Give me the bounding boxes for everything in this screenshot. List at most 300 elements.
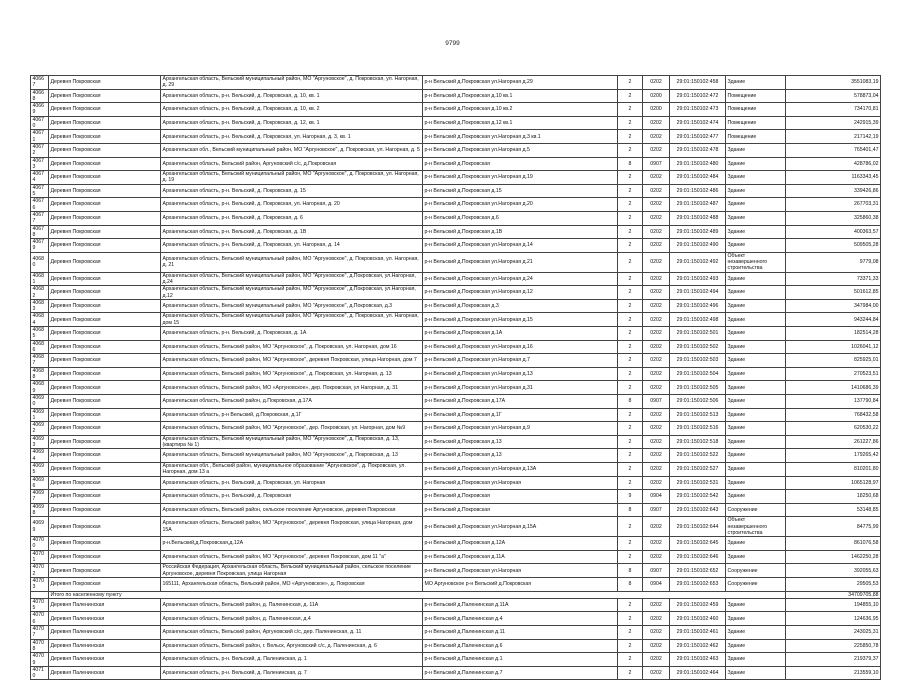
settlement-name: Деревня Паленинская [49,639,161,653]
group-number: 2 [618,354,643,368]
type-code: 0907 [643,503,670,517]
full-address: Архангельская область, Вельский муниципальный район, МО "Аргуновское", д. Покровская, ул. Нагорная, д. 19 [161,171,423,185]
type-code: 0202 [643,239,670,253]
short-address: р-н Вельский д.Покровская д.15 [423,184,618,198]
table-row [31,313,881,327]
cadastral-value: 217142,19 [786,130,881,144]
full-address: Архангельская область, р-н. Вельский, д. Покровская, ул. Нагорная, д. 14 [161,239,423,253]
type-code: 0202 [643,143,670,157]
object-type: Здание [726,381,786,395]
group-number: 2 [618,326,643,340]
row-id: 40690 [31,394,49,408]
group-number: 2 [618,517,643,537]
short-address: р-н Вельский д.Покровская ул.Нагорная д.24 [423,272,618,286]
cadastral-value: 213559,10 [786,666,881,680]
group-number: 2 [618,598,643,612]
table-row [31,503,881,517]
group-number: 2 [618,381,643,395]
object-type: Здание [726,612,786,626]
cadastral-number: 29:01:150102:502 [670,340,726,354]
cadastral-value: 1026041,12 [786,340,881,354]
short-address: р-н Вельский д.Покровская д.11А [423,550,618,564]
type-code: 0202 [643,612,670,626]
settlement-name: Деревня Покровская [49,422,161,436]
type-code: 0202 [643,449,670,463]
full-address: Архангельская область, Вельский район, МО "Аргуновское", деревня Покровская, улица Нагорная, дом 15А [161,517,423,537]
table-row [31,381,881,395]
row-id: 40696 [31,476,49,490]
group-number: 2 [618,130,643,144]
table-row [31,626,881,640]
object-type: Здание [726,422,786,436]
table-row [31,103,881,117]
cadastral-number: 29:01:150102:461 [670,626,726,640]
group-number: 2 [618,211,643,225]
row-id: 40672 [31,143,49,157]
settlement-name: Деревня Покровская [49,239,161,253]
settlement-name: Деревня Паленинская [49,598,161,612]
settlement-name: Деревня Покровская [49,503,161,517]
row-id: 40703 [31,577,49,591]
row-id: 40698 [31,503,49,517]
full-address: Архангельская область, р-н. Вельский, д. Покровская, д. 15 [161,184,423,198]
object-type: Объект незавершенного строительства [726,252,786,272]
full-address: Архангельская область, Вельский муниципальный район, МО "Аргуновское", д. Покровская, д. 13 [161,449,423,463]
group-number: 2 [618,449,643,463]
settlement-name: Деревня Покровская [49,143,161,157]
table-row [31,449,881,463]
row-id: 40691 [31,408,49,422]
group-number: 2 [618,367,643,381]
object-type: Здание [726,476,786,490]
property-register-table [30,75,881,680]
row-id: 40669 [31,103,49,117]
type-code: 0202 [643,130,670,144]
cadastral-value: 53148,85 [786,503,881,517]
table-row [31,340,881,354]
cadastral-value: 267703,31 [786,198,881,212]
short-address: р-н Вельский д.Покровская д.13 [423,449,618,463]
full-address: Архангельская область, Вельский район, МО "Аргуновское", д. Покровская, ул. Нагорная, д. 13 [161,367,423,381]
short-address: р-н Вельский д.Паленинская д.6 [423,639,618,653]
group-number: 2 [618,171,643,185]
table-row [31,211,881,225]
short-address: р-н Вельский д.Покровская [423,157,618,171]
full-address: Архангельская область, Вельский район, МО "Аргуновское", деревня Покровская, дом 11 "а" [161,550,423,564]
table-row [31,476,881,490]
total-label: Итого по населенному пункту [49,591,786,598]
group-number: 2 [618,184,643,198]
table-row [31,225,881,239]
cadastral-number: 29:01:150102:498 [670,313,726,327]
cadastral-value: 124636,95 [786,612,881,626]
type-code: 0202 [643,76,670,90]
row-id: 40668 [31,89,49,103]
cadastral-value: 861076,58 [786,537,881,551]
full-address: Архангельская область, Вельский муниципальный район, МО "Аргуновское", д. Покровская, ул. Нагорная, дом 15 [161,313,423,327]
type-code: 0202 [643,422,670,436]
settlement-name: Деревня Покровская [49,89,161,103]
group-number: 2 [618,143,643,157]
cadastral-number: 29:01:150102:489 [670,225,726,239]
full-address: Архангельская область, р-н. Вельский, д. Покровская, ул. Нагорная, д. 3, кв. 1 [161,130,423,144]
cadastral-value: 1462250,28 [786,550,881,564]
page-number: 9799 [445,40,460,47]
settlement-name: Деревня Покровская [49,252,161,272]
cadastral-number: 29:01:150102:645 [670,537,726,551]
cadastral-number: 29:01:150102:506 [670,394,726,408]
cadastral-number: 29:01:150102:643 [670,503,726,517]
object-type: Сооружение [726,564,786,578]
table-row [31,462,881,476]
table-row [31,435,881,449]
object-type: Помещение [726,116,786,130]
cadastral-value: 182514,28 [786,326,881,340]
type-code: 0202 [643,381,670,395]
type-code: 0202 [643,313,670,327]
settlement-name: Деревня Покровская [49,76,161,90]
table-row [31,239,881,253]
full-address: Архангельская область, р-н. Вельский, д. Покровская, д. 12, кв. 1 [161,116,423,130]
group-number: 8 [618,577,643,591]
full-address: Архангельская область, р-н. Вельский, д. Покровская, д. 6 [161,211,423,225]
cadastral-value: 270523,51 [786,367,881,381]
table-row [31,408,881,422]
object-type: Здание [726,435,786,449]
settlement-name: Деревня Покровская [49,462,161,476]
type-code: 0904 [643,577,670,591]
cadastral-value: 9779,08 [786,252,881,272]
type-code: 0907 [643,394,670,408]
settlement-name: Деревня Покровская [49,103,161,117]
group-number: 2 [618,252,643,272]
type-code: 0202 [643,639,670,653]
object-type: Здание [726,653,786,667]
type-code: 0202 [643,211,670,225]
settlement-name: Деревня Паленинская [49,626,161,640]
cadastral-number: 29:01:150102:462 [670,639,726,653]
short-address: р-н Вельский д.Покровская д.6 [423,211,618,225]
short-address: р-н Вельский д.Покровская д.3 [423,299,618,313]
settlement-name: Деревня Покровская [49,326,161,340]
settlement-name: Деревня Покровская [49,517,161,537]
object-type: Здание [726,76,786,90]
short-address: р-н Вельский д.Покровская [423,503,618,517]
cadastral-number: 29:01:150102:646 [670,550,726,564]
table-row [31,272,881,286]
cadastral-value: 768432,58 [786,408,881,422]
object-type: Здание [726,198,786,212]
settlement-name: Деревня Покровская [49,299,161,313]
cadastral-number: 29:01:150102:480 [670,157,726,171]
type-code: 0202 [643,272,670,286]
object-type: Здание [726,225,786,239]
short-address: р-н Вельский д.Покровская д.13 [423,435,618,449]
object-type: Здание [726,598,786,612]
object-type: Здание [726,490,786,504]
type-code: 0202 [643,225,670,239]
group-number: 2 [618,626,643,640]
type-code: 0202 [643,653,670,667]
cadastral-number: 29:01:150102:478 [670,143,726,157]
object-type: Помещение [726,130,786,144]
short-address: р-н Вельский д.Паленинская д.11 [423,626,618,640]
cadastral-number: 29:01:150102:644 [670,517,726,537]
full-address: Архангельская область, Вельский район, МО «Аргуновское», дер. Покровская, ул Нагорная, д. 31 [161,381,423,395]
full-address: Архангельская область, р-н. Вельский, д. Покровская, д. 1А [161,326,423,340]
short-address: р-н Вельский д.Покровская д.12А [423,537,618,551]
group-number: 2 [618,76,643,90]
row-id: 40679 [31,239,49,253]
object-type: Здание [726,143,786,157]
cadastral-value: 428786,02 [786,157,881,171]
type-code: 0202 [643,517,670,537]
table-row [31,537,881,551]
table-row [31,157,881,171]
cadastral-value: 347984,00 [786,299,881,313]
table-row [31,564,881,578]
full-address: Архангельская область, Вельский район, д.Покровская, д.17А [161,394,423,408]
type-code: 0202 [643,367,670,381]
cadastral-number: 29:01:150102:652 [670,564,726,578]
settlement-name: Деревня Покровская [49,564,161,578]
type-code: 0202 [643,476,670,490]
group-number: 2 [618,299,643,313]
cadastral-number: 29:01:150102:463 [670,653,726,667]
full-address: Архангельская область, Вельский район, д. Паленинская, д.4 [161,612,423,626]
short-address: р-н Вельский д.Покровская ул.Нагорная д.15А [423,517,618,537]
group-number: 2 [618,653,643,667]
cadastral-value: 578873,04 [786,89,881,103]
short-address: р-н Вельский д.Покровская д.1Г [423,408,618,422]
row-id: 40667 [31,76,49,90]
cadastral-number: 29:01:150102:531 [670,476,726,490]
row-id: 40677 [31,211,49,225]
settlement-name: Деревня Покровская [49,157,161,171]
short-address: р-н Вельский д.Покровская ул.Нагорная д.5 [423,143,618,157]
table-row [31,76,881,90]
settlement-name: Деревня Покровская [49,537,161,551]
type-code: 0202 [643,537,670,551]
settlement-name: Деревня Покровская [49,184,161,198]
type-code: 0202 [643,340,670,354]
settlement-name: Деревня Покровская [49,408,161,422]
group-number: 8 [618,157,643,171]
full-address: Архангельская область, р-н Вельский, д.Покровская, д.1Г [161,408,423,422]
row-id: 40709 [31,653,49,667]
row-id: 40693 [31,435,49,449]
settlement-name: Деревня Покровская [49,225,161,239]
object-type: Здание [726,340,786,354]
full-address: Архангельская область, Вельский район, МО "Аргуновское", д. Покровская, ул. Нагорная, дом 16 [161,340,423,354]
cadastral-number: 29:01:150102:474 [670,116,726,130]
cadastral-number: 29:01:150102:472 [670,89,726,103]
table-row [31,184,881,198]
object-type: Здание [726,211,786,225]
group-number: 2 [618,313,643,327]
cadastral-number: 29:01:150102:522 [670,449,726,463]
type-code: 0202 [643,435,670,449]
full-address: 165111, Архангельская область, Вельский район, МО «Аргуновское», д. Покровская [161,577,423,591]
object-type: Объект незавершенного строительства [726,517,786,537]
type-code: 0904 [643,490,670,504]
object-type: Здание [726,171,786,185]
settlement-name: Деревня Покровская [49,116,161,130]
full-address: Архангельская область, Вельский район, д. Паленинская, д. 11А [161,598,423,612]
short-address: р-н Вельский д.Покровская д.17А [423,394,618,408]
row-id: 40697 [31,490,49,504]
type-code: 0200 [643,89,670,103]
short-address: р-н Вельский д.Паленинская д.4 [423,612,618,626]
full-address: Архангельская обл., Вельский район, муниципальное образование "Аргуновское", д. Покровская, ул. Нагорная, дом 13 а [161,462,423,476]
group-number: 2 [618,198,643,212]
cadastral-number: 29:01:150102:493 [670,272,726,286]
group-number: 2 [618,476,643,490]
short-address: р-н Вельский д.Покровская д.12 кв.1 [423,116,618,130]
cadastral-number: 29:01:150102:460 [670,612,726,626]
type-code: 0202 [643,666,670,680]
cadastral-value: 3551083,19 [786,76,881,90]
full-address: Архангельская область, р-н. Вельский, д. Покровская, д. 10, кв. 1 [161,89,423,103]
table-row [31,299,881,313]
full-address: Российская Федерация, Архангельская область, Вельский муниципальный район, сельское поселение Аргуновское, деревня Покровская, улица Нагорная [161,564,423,578]
row-id: 40682 [31,286,49,300]
cadastral-value: 620530,22 [786,422,881,436]
type-code: 0202 [643,184,670,198]
group-number: 2 [618,408,643,422]
settlement-name: Деревня Паленинская [49,666,161,680]
short-address: р-н Вельский д.Покровская д.1В [423,225,618,239]
total-value: 34709705,88 [786,591,881,598]
settlement-name: Деревня Покровская [49,211,161,225]
group-number: 2 [618,103,643,117]
type-code: 0202 [643,598,670,612]
table-row [31,653,881,667]
row-id: 40694 [31,449,49,463]
type-code: 0907 [643,564,670,578]
table-row [31,354,881,368]
row-id: 40684 [31,313,49,327]
full-address: Архангельская обл., Вельский муниципальный район, МО "Аргуновское", д. Покровская, ул. Нагорная, д. 5 [161,143,423,157]
object-type: Здание [726,462,786,476]
row-id: 40700 [31,537,49,551]
settlement-name: Деревня Покровская [49,367,161,381]
table-row [31,130,881,144]
full-address: Архангельская область, р-н. Вельский, д. Покровская [161,490,423,504]
full-address: Архангельская область, Вельский район, МО "Аргуновское", дер. Покровская, ул. Нагорная, дом №9 [161,422,423,436]
short-address: р-н Вельский д.Покровская ул.Нагорная д.29 [423,76,618,90]
group-number: 2 [618,462,643,476]
settlement-name: Деревня Покровская [49,340,161,354]
row-id: 40681 [31,272,49,286]
short-address: р-н Вельский д.Покровская ул.Нагорная д.7 [423,354,618,368]
cadastral-value: 137790,84 [786,394,881,408]
row-id: 40670 [31,116,49,130]
table-row [31,394,881,408]
cadastral-number: 29:01:150102:458 [670,76,726,90]
cadastral-number: 29:01:150102:501 [670,326,726,340]
cadastral-value: 400363,57 [786,225,881,239]
table-row [31,422,881,436]
cadastral-value: 339426,86 [786,184,881,198]
cadastral-value: 73371,33 [786,272,881,286]
table-row [31,143,881,157]
group-number: 2 [618,422,643,436]
row-id: 40685 [31,326,49,340]
cadastral-value: 810201,80 [786,462,881,476]
object-type: Здание [726,537,786,551]
cadastral-value: 825925,01 [786,354,881,368]
cadastral-value: 242915,39 [786,116,881,130]
short-address: р-н Вельский д.Покровская ул.Нагорная д.21 [423,252,618,272]
cadastral-number: 29:01:150102:459 [670,598,726,612]
short-address: р-н Вельский д.Покровская ул.Нагорная д.20 [423,198,618,212]
short-address: р-н Вельский д.Покровская ул.Нагорная д.9 [423,422,618,436]
total-row [31,591,881,598]
settlement-name: Деревня Покровская [49,130,161,144]
row-id: 40702 [31,564,49,578]
row-id: 40686 [31,340,49,354]
type-code: 0202 [643,550,670,564]
cadastral-number: 29:01:150102:504 [670,367,726,381]
settlement-name: Деревня Покровская [49,198,161,212]
full-address: Архангельская область, р-н. Вельский, д. Покровская, д. 1В [161,225,423,239]
type-code: 0202 [643,408,670,422]
settlement-name: Деревня Покровская [49,394,161,408]
row-id: 40680 [31,252,49,272]
cadastral-value: 943244,84 [786,313,881,327]
type-code: 0202 [643,626,670,640]
object-type: Здание [726,666,786,680]
row-id: 40675 [31,184,49,198]
short-address: р-н Вельский д.Покровская ул.Нагорная д.16 [423,340,618,354]
row-id: 40673 [31,157,49,171]
row-id: 40683 [31,299,49,313]
object-type: Здание [726,239,786,253]
full-address: Архангельская область, Вельский муниципальный район, МО "Аргуновское", д. Покровская, д. 13, (квартира № 1) [161,435,423,449]
row-id: 40676 [31,198,49,212]
cadastral-number: 29:01:150102:484 [670,171,726,185]
short-address: р-н Вельский д.Паленинская д.1 [423,653,618,667]
short-address: р-н Вельский д.Покровская ул.Нагорная д.3 кв.1 [423,130,618,144]
group-number: 2 [618,340,643,354]
group-number: 2 [618,550,643,564]
row-id: 40671 [31,130,49,144]
cadastral-value: 261227,86 [786,435,881,449]
full-address: Архангельская область, р-н. Вельский, д. Покровская, ул. Нагорная [161,476,423,490]
object-type: Здание [726,157,786,171]
cadastral-value: 243025,31 [786,626,881,640]
full-address: Архангельская область, р-н. Вельский, д. Покровская, д. 10, кв. 2 [161,103,423,117]
object-type: Помещение [726,89,786,103]
cadastral-value: 29505,53 [786,577,881,591]
cadastral-number: 29:01:150102:494 [670,286,726,300]
short-address: р-н Вельский д.Покровская ул.Нагорная д.31 [423,381,618,395]
group-number: 2 [618,537,643,551]
short-address: р-н Вельский д.Покровская ул.Нагорная д.19 [423,171,618,185]
group-number: 8 [618,564,643,578]
cadastral-value: 18250,68 [786,490,881,504]
cadastral-number: 29:01:150102:496 [670,299,726,313]
short-address: р-н Вельский д.Паленинская д.11А [423,598,618,612]
full-address: Архангельская область, Вельский район, Аргуновский с/с, д.Покровская [161,157,423,171]
short-address: р-н Вельский д.Покровская ул.Нагорная [423,476,618,490]
row-id: 40701 [31,550,49,564]
table-row [31,198,881,212]
type-code: 0202 [643,198,670,212]
table-row [31,326,881,340]
full-address: р-н.Вельский,д.Покровская,д.12А [161,537,423,551]
